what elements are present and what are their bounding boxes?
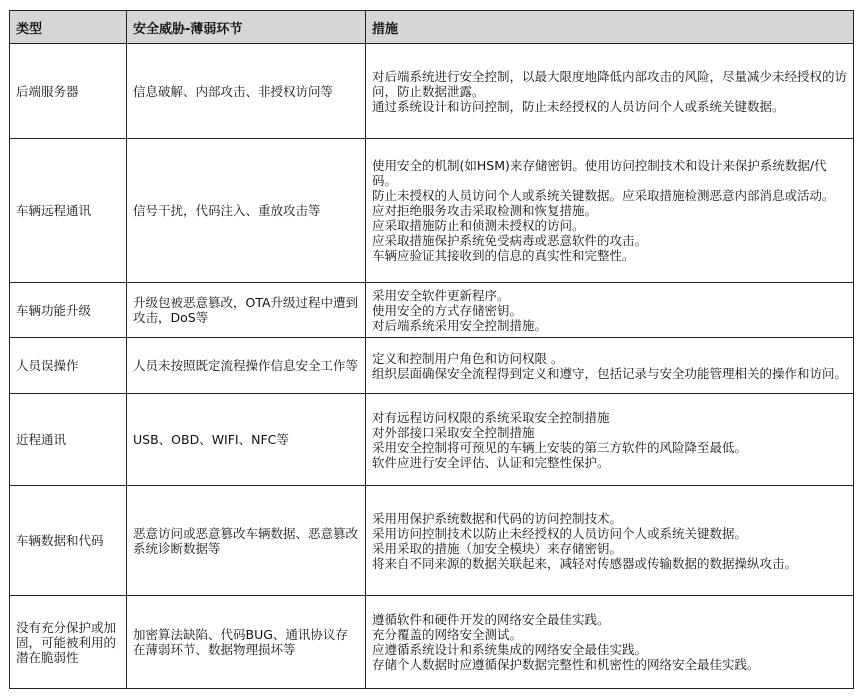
row-threat: 人员未按照既定流程操作信息安全工作等 [127,338,366,394]
measure-line: 对后端系统进行安全控制，以最大限度地降低内部攻击的风险，尽量减少未经授权的访问，防止数据泄露。 [372,68,848,99]
row-measures [366,596,854,689]
row-type: 近程通讯 [10,394,127,486]
table-row [10,394,854,486]
row-measures [366,139,854,283]
measure-line: 遵循软件和硬件开发的网络安全最佳实践。 [372,612,610,627]
measure-line: 采用访问控制技术以防止未经授权的人员访问个人或系统关键数据。 [372,525,748,541]
measure-line: 应采取措施防止和侦测未授权的访问。 [372,218,585,233]
row-type: 没有充分保护或加固，可能被利用的潜在脆弱性 [10,596,127,689]
measure-line: 对外部接口采取安全控制措施 [372,424,535,440]
measure-line: 应对拒绝服务攻击采取检测和恢复措施。 [372,203,598,218]
measure-line: 使用安全的机制(如HSM)来存储密钥。使用访问控制技术和设计来保护系统数据/代码。 [372,158,827,188]
table-row [10,486,854,596]
security-measures-table-container [9,10,854,689]
security-measures-table [9,10,854,689]
measure-line: 对有远程访问权限的系统采取安全控制措施 [372,409,610,425]
table-row [10,139,854,283]
table-row [10,44,854,139]
header-threat: 安全威胁-薄弱环节 [127,11,366,44]
row-measures [366,283,854,338]
row-threat: 恶意访问或恶意篡改车辆数据、恶意篡改系统诊断数据等 [127,486,366,596]
row-type: 车辆功能升级 [10,283,127,338]
measure-line: 车辆应验证其接收到的信息的真实性和完整性。 [372,248,635,263]
header-type: 类型 [10,11,127,44]
table-row [10,283,854,338]
measure-line: 对后端系统采用安全控制措施。 [372,317,548,333]
measure-line: 将来自不同来源的数据关联起来，减轻对传感器或传输数据的数据操纵攻击。 [372,555,798,571]
measure-line: 定义和控制用户角色和访问权限 。 [372,350,564,366]
row-measures [366,486,854,596]
measure-line: 充分覆盖的网络安全测试。 [372,627,523,642]
row-threat: USB、OBD、WIFI、NFC等 [127,394,366,486]
table-row [10,596,854,689]
measure-line: 使用安全的方式存储密钥。 [372,302,523,318]
row-type: 后端服务器 [10,44,127,139]
measure-line: 采用用保护系统数据和代码的访问控制技术。 [372,510,623,526]
row-measures [366,44,854,139]
measure-line: 通过系统设计和访问控制，防止未经授权的人员访问个人或系统关键数据。 [372,98,785,114]
row-measures [366,394,854,486]
measure-line: 防止未授权的人员访问个人或系统关键数据。应采取措施检测恶意内部消息或活动。 [372,188,835,203]
table-header-row [10,11,854,44]
row-type: 车辆远程通讯 [10,139,127,283]
header-measures: 措施 [366,11,854,44]
row-measures [366,338,854,394]
table-row [10,338,854,394]
row-threat: 信息破解、内部攻击、非授权访问等 [127,44,366,139]
measure-line: 存储个人数据时应遵循保护数据完整性和机密性的网络安全最佳实践。 [372,657,760,672]
row-type: 人员误操作 [10,338,127,394]
row-type: 车辆数据和代码 [10,486,127,596]
measure-line: 应遵循系统设计和系统集成的网络安全最佳实践。 [372,642,648,657]
measure-line: 采用安全控制将可预见的车辆上安装的第三方软件的风险降至最低。 [372,439,748,455]
row-threat: 升级包被恶意篡改，OTA升级过程中遭到攻击，DoS等 [127,283,366,338]
row-threat: 加密算法缺陷、代码BUG、通讯协议存在薄弱环节、数据物理损坏等 [127,596,366,689]
measure-line: 采用安全软件更新程序。 [372,287,510,303]
measure-line: 组织层面确保安全流程得到定义和遵守，包括记录与安全功能管理相关的操作和访问。 [372,365,848,381]
measure-line: 应采取措施保护系统免受病毒或恶意软件的攻击。 [372,233,648,248]
measure-line: 采用采取的措施（加安全模块）来存储密钥。 [372,540,623,556]
row-threat: 信号干扰，代码注入、重放攻击等 [127,139,366,283]
measure-line: 软件应进行安全评估、认证和完整性保护。 [372,454,610,470]
